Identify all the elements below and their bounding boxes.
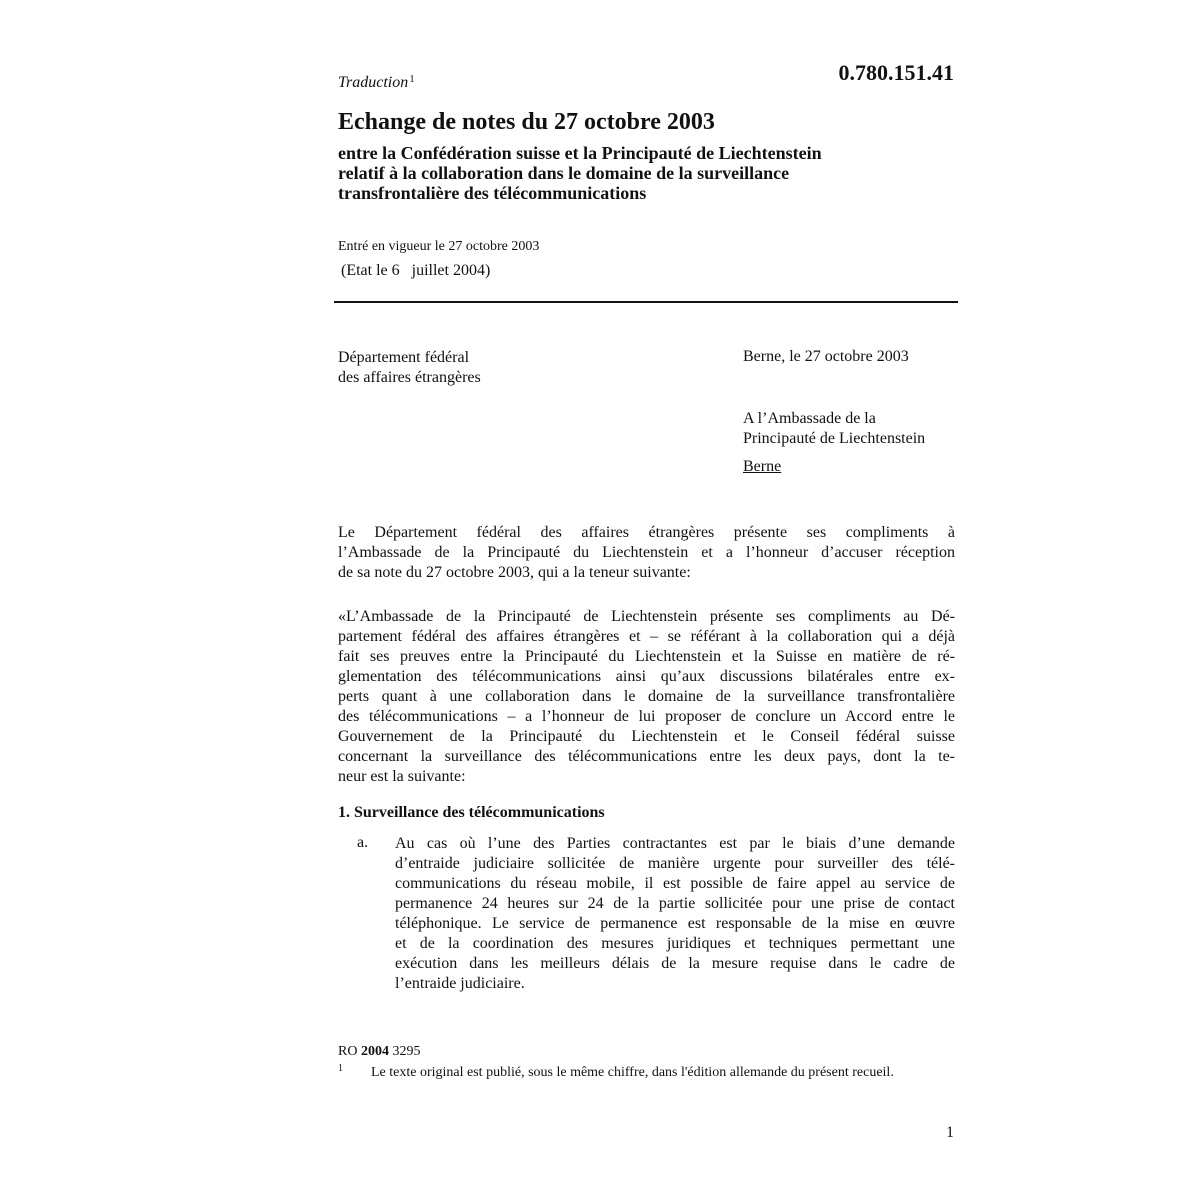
- list-item-line: exécution dans les meilleurs délais de la mesure requise dans le cadre de: [395, 955, 955, 972]
- list-item-text: [395, 834, 955, 994]
- sender-department: [338, 348, 481, 388]
- paragraph-line: glementation des télécommunications ainsi qu’aux discussions bilatérales entre ex-: [338, 668, 955, 685]
- recipient-line: Principauté de Liechtenstein: [743, 430, 926, 447]
- paragraph-line: Gouvernement de la Principauté du Liechtenstein et le Conseil fédéral suisse: [338, 728, 955, 745]
- paragraph-line: Le Département fédéral des affaires étrangères présente ses compliments à: [338, 524, 955, 541]
- place-and-date: Berne, le 27 octobre 2003: [743, 348, 909, 365]
- subtitle-line: relatif à la collaboration dans le domaine de la surveillance: [338, 163, 790, 183]
- subtitle-line: entre la Confédération suisse et la Principauté de Liechtenstein: [338, 143, 822, 163]
- entry-into-force: Entré en vigueur le 27 octobre 2003: [338, 239, 540, 254]
- official-compilation-reference: RO 2004 3295: [338, 1044, 421, 1059]
- list-item-marker: a.: [357, 834, 369, 851]
- paragraph-line: perts quant à une collaboration dans le domaine de la surveillance transfrontalière: [338, 688, 955, 705]
- paragraph-line: neur est la suivante:: [338, 768, 466, 785]
- sender-line: Département fédéral: [338, 349, 470, 366]
- paragraph-line: l’Ambassade de la Principauté du Liechtenstein et a l’honneur d’accuser réception: [338, 544, 955, 561]
- recipient-line: A l’Ambassade de la: [743, 410, 876, 427]
- recipient-address: [743, 409, 925, 477]
- status-date: (Etat le 6 juillet 2004): [341, 262, 491, 279]
- translation-label: Traduction$^1$: [338, 73, 415, 91]
- list-item-line: et de la coordination des mesures juridiques et techniques permettant une: [395, 935, 955, 952]
- paragraph-line: de sa note du 27 octobre 2003, qui a la teneur suivante:: [338, 564, 691, 581]
- list-item-line: communications du réseau mobile, il est possible de faire appel au service de: [395, 875, 955, 892]
- intro-paragraph: [338, 523, 955, 583]
- recipient-city: Berne: [743, 458, 782, 475]
- header-divider: [334, 301, 958, 303]
- quoted-note-paragraph: [338, 607, 955, 787]
- list-item-line: l’entraide judiciaire.: [395, 975, 525, 992]
- list-item-line: Au cas où l’une des Parties contractantes est par le biais d’une demande: [395, 835, 955, 852]
- reference-number: 0.780.151.41: [838, 60, 954, 85]
- footnote-marker: 1: [338, 1063, 343, 1074]
- paragraph-line: «L’Ambassade de la Principauté de Liechtenstein présente ses compliments au Dé-: [338, 608, 955, 625]
- sender-line: des affaires étrangères: [338, 369, 481, 386]
- page-subtitle: [338, 143, 938, 203]
- section-heading: 1. Surveillance des télécommunications: [338, 804, 605, 821]
- paragraph-line: partement fédéral des affaires étrangères et – se référant à la collaboration qui a déjà: [338, 628, 955, 645]
- paragraph-line: fait ses preuves entre la Principauté du Liechtenstein et la Suisse en matière de ré-: [338, 648, 955, 665]
- list-item-line: permanence 24 heures sur 24 de la partie sollicitée pour une prise de contact: [395, 895, 955, 912]
- footnote-reference: 1: [409, 73, 415, 85]
- page-title: Echange de notes du 27 octobre 2003: [338, 109, 715, 135]
- subtitle-line: transfrontalière des télécommunications: [338, 183, 647, 203]
- list-item-line: d’entraide judiciaire sollicitée de manière urgente pour surveiller des télé-: [395, 855, 955, 872]
- page-number: 1: [946, 1124, 954, 1141]
- paragraph-line: des télécommunications – a l’honneur de lui proposer de conclure un Accord entre le: [338, 708, 955, 725]
- list-item-line: téléphonique. Le service de permanence est responsable de la mise en œuvre: [395, 915, 955, 932]
- footnote-text: Le texte original est publié, sous le même chiffre, dans l'édition allemande du présent recueil.: [371, 1065, 894, 1080]
- paragraph-line: concernant la surveillance des télécommunications entre les deux pays, dont la te-: [338, 748, 955, 765]
